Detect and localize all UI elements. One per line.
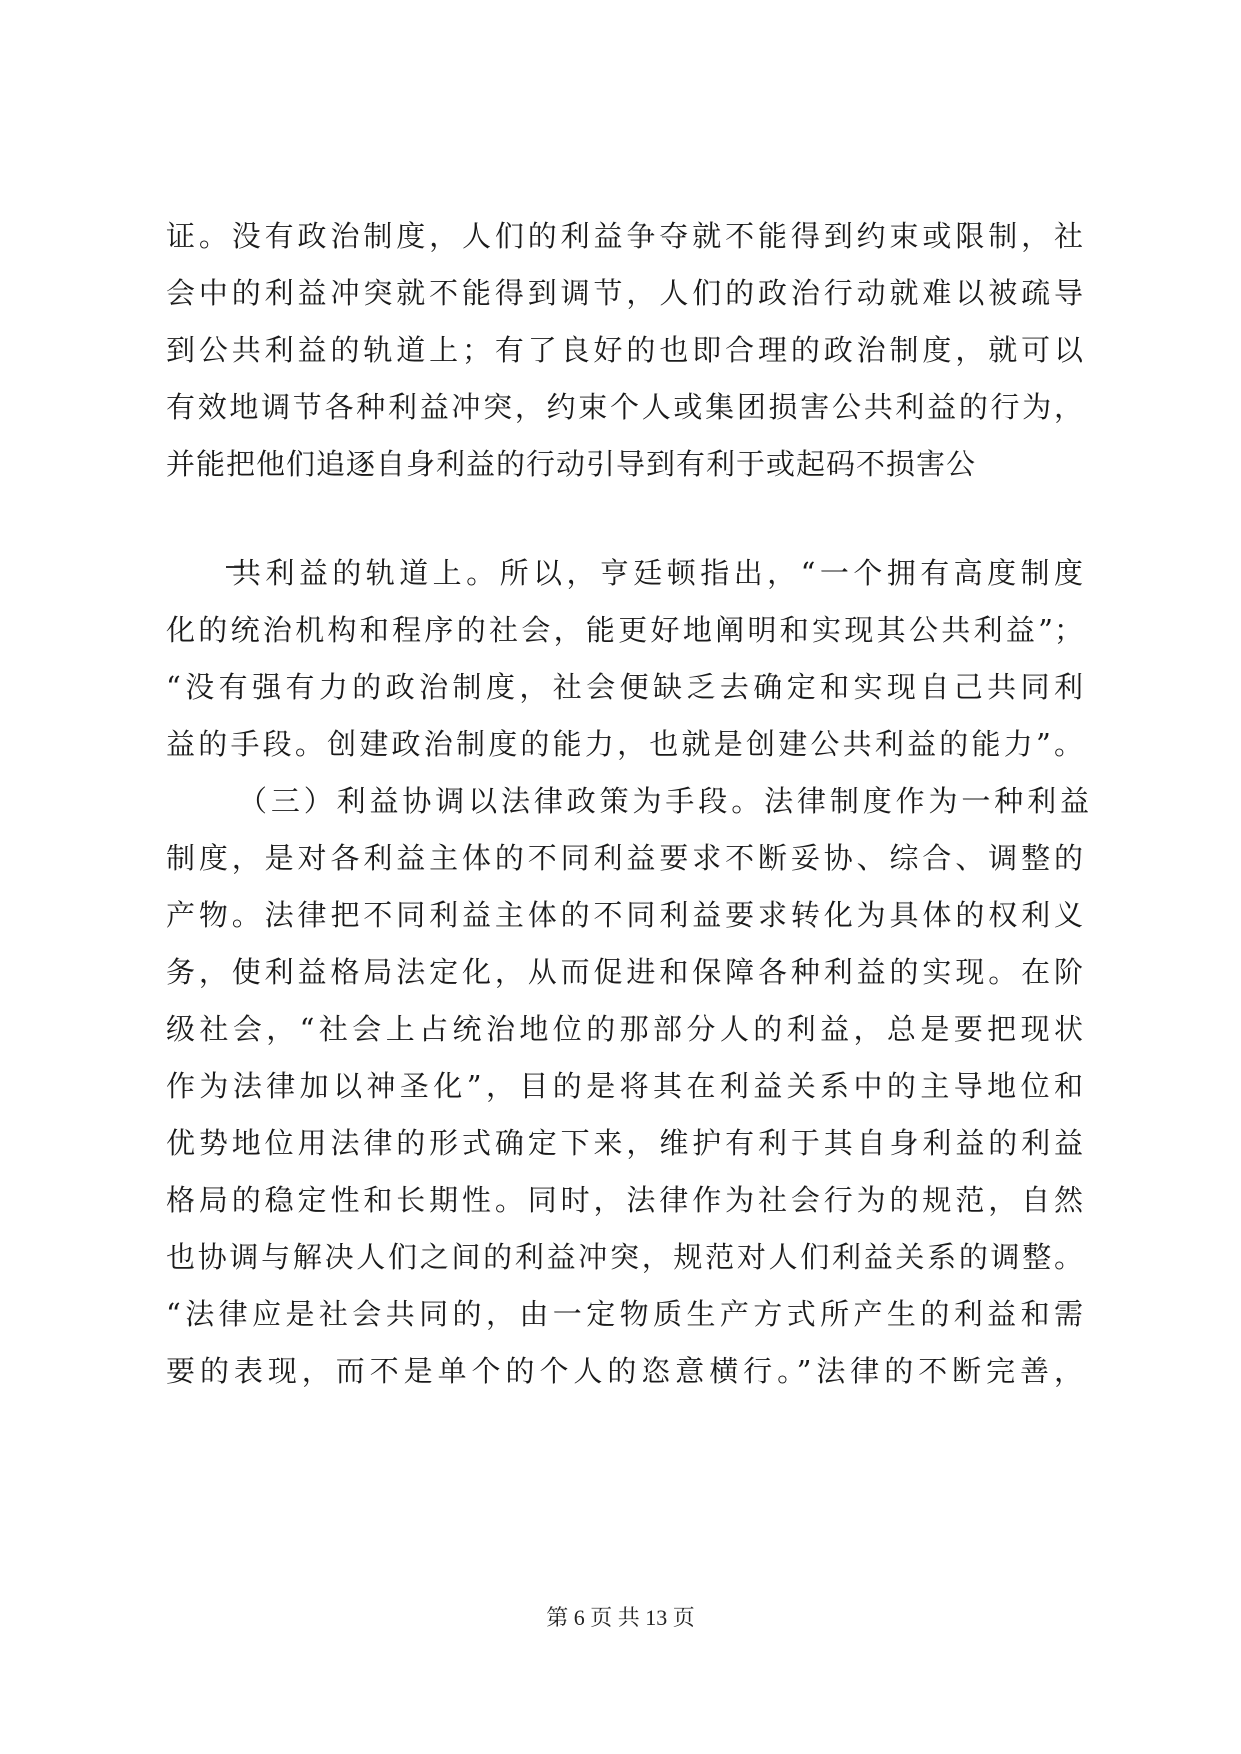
text-line: 产物。法律把不同利益主体的不同利益要求转化为具体的权利义	[166, 898, 1084, 932]
text-line: 级社会，“社会上占统治地位的那部分人的利益，总是要把现状	[166, 1012, 1084, 1046]
text-line: “没有强有力的政治制度，社会便缺乏去确定和实现自己共同利	[166, 670, 1084, 704]
text-line: “法律应是社会共同的，由一定物质生产方式所产生的利益和需	[166, 1297, 1084, 1331]
text-line: 共利益的轨道上。所以，亨廷顿指出，“一个拥有高度制度	[232, 556, 1084, 590]
text-line: 制度，是对各利益主体的不同利益要求不断妥协、综合、调整的	[166, 841, 1084, 875]
text-line: 务，使利益格局法定化，从而促进和保障各种利益的实现。在阶	[166, 955, 1084, 989]
text-line: 到公共利益的轨道上；有了良好的也即合理的政治制度，就可以	[166, 333, 1084, 367]
text-line: 有效地调节各种利益冲突，约束个人或集团损害公共利益的行为，	[166, 390, 1084, 424]
text-line: 作为法律加以神圣化”，目的是将其在利益关系中的主导地位和	[166, 1069, 1084, 1103]
text-line: 并能把他们追逐自身利益的行动引导到有利于或起码不损害公	[166, 447, 977, 481]
text-line: 化的统治机构和程序的社会，能更好地阐明和实现其公共利益”；	[166, 613, 1084, 647]
text-line: （三）利益协调以法律政策为手段。法律制度作为一种利益	[238, 784, 1090, 818]
text-line: 也协调与解决人们之间的利益冲突，规范对人们利益关系的调整。	[166, 1240, 1084, 1274]
text-line: 优势地位用法律的形式确定下来，维护有利于其自身利益的利益	[166, 1126, 1084, 1160]
text-line: 要的表现，而不是单个的个人的恣意横行。”法律的不断完善，	[166, 1354, 1084, 1388]
text-line: 格局的稳定性和长期性。同时，法律作为社会行为的规范，自然	[166, 1183, 1084, 1217]
text-line: 会中的利益冲突就不能得到调节，人们的政治行动就难以被疏导	[166, 276, 1084, 310]
text-line: 益的手段。创建政治制度的能力，也就是创建公共利益的能力”。	[166, 727, 1084, 761]
text-line: 证。没有政治制度，人们的利益争夺就不能得到约束或限制，社	[166, 219, 1084, 253]
page-number-footer: 第 6 页 共 13 页	[546, 1605, 695, 1630]
